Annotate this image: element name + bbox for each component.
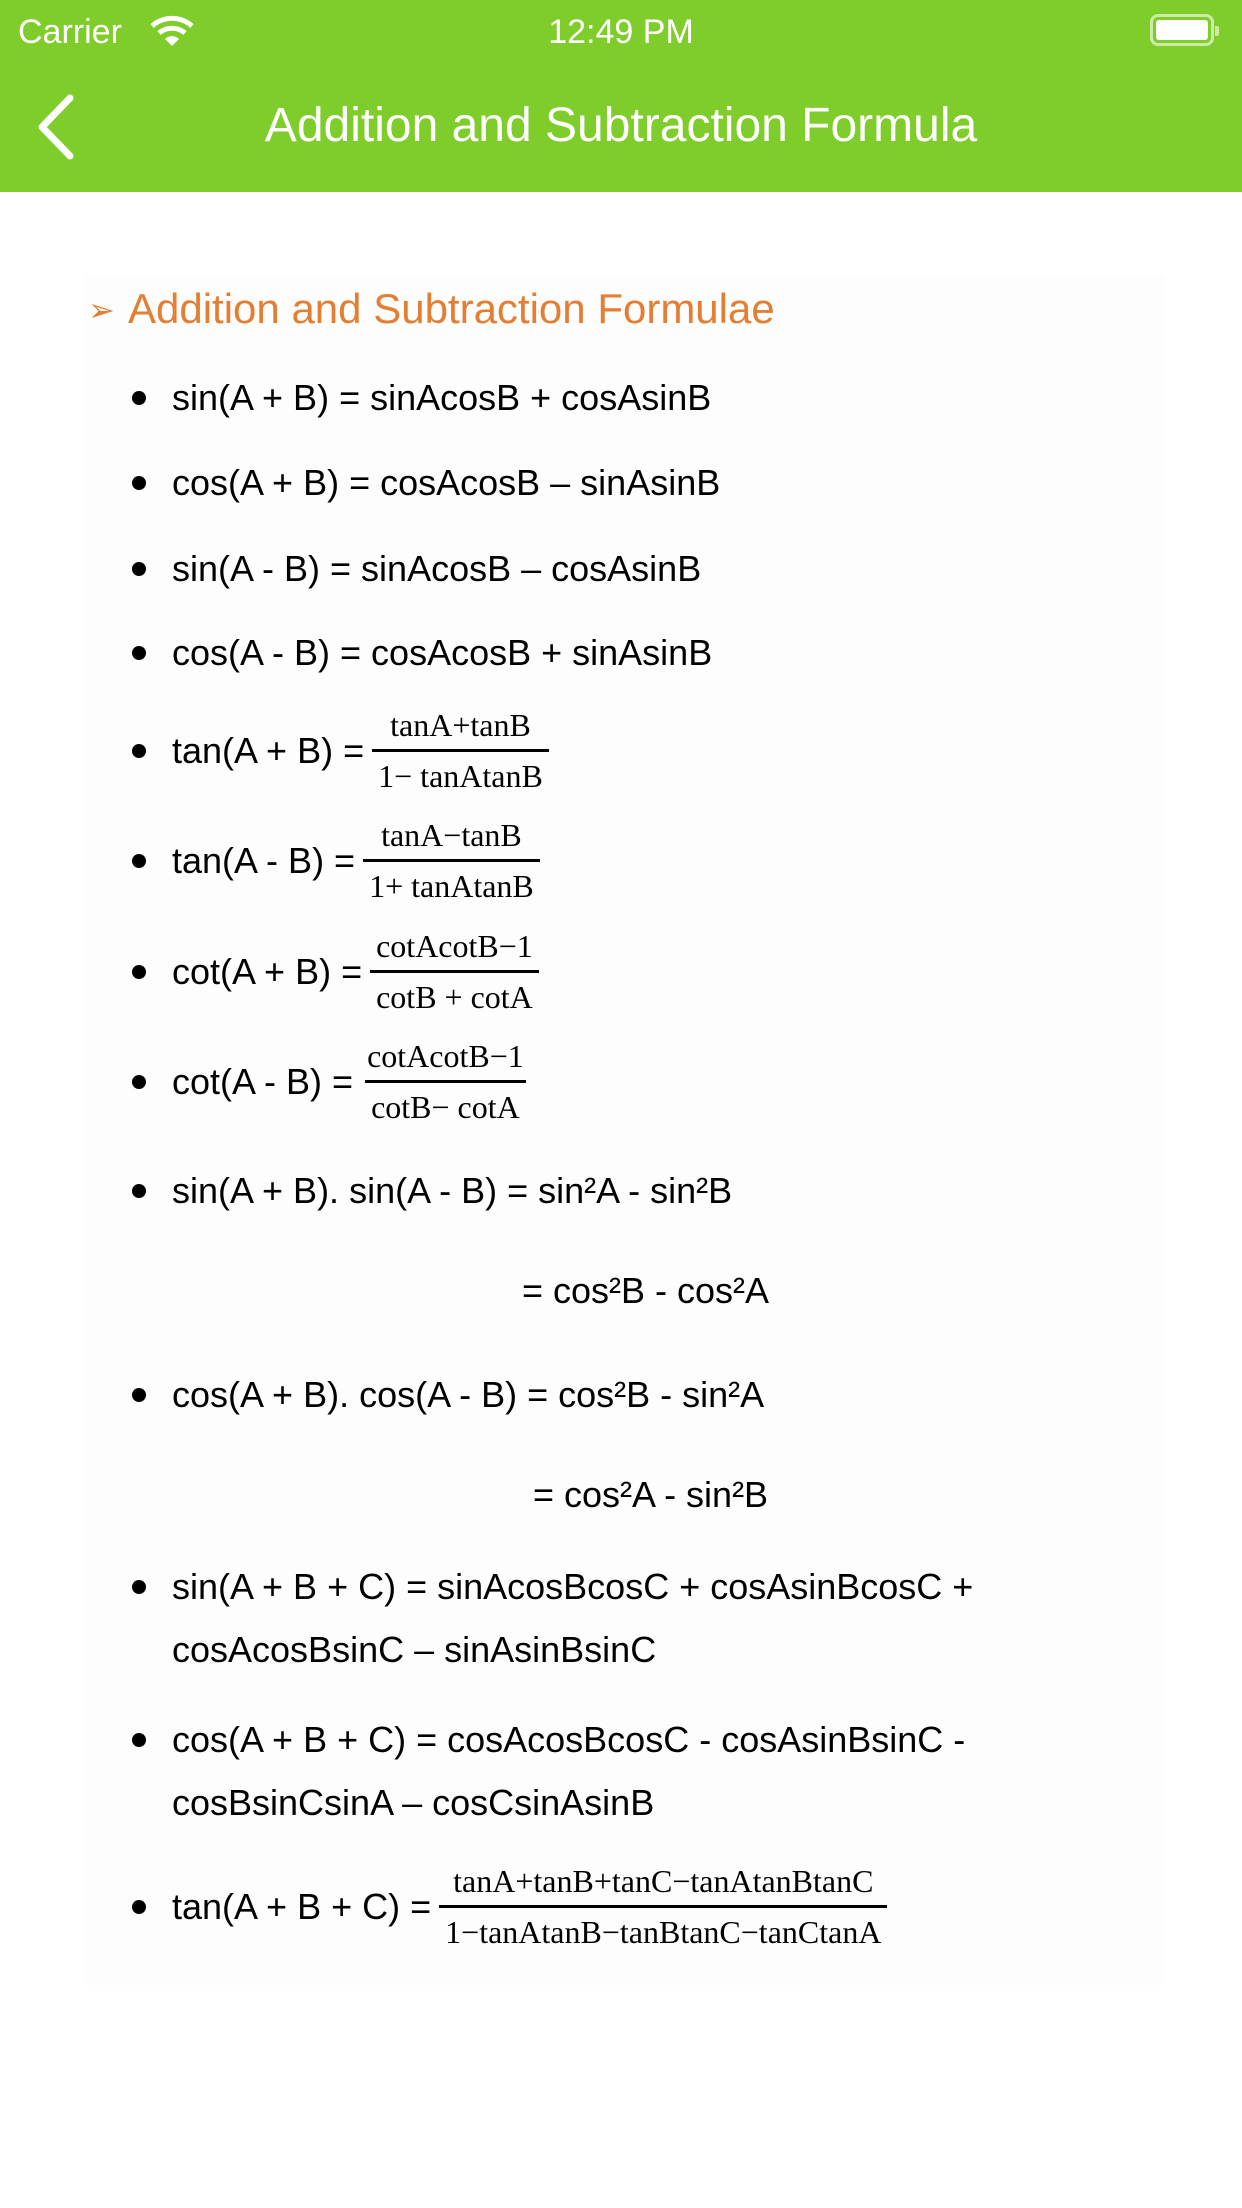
formula-item	[130, 705, 549, 796]
numerator: cotAcotB−1	[376, 928, 533, 964]
formula-text: cos(A + B + C) = cosAcosBcosC - cosAsinBsinC -	[172, 1719, 966, 1760]
numerator: tanA+tanB	[390, 707, 531, 743]
formula-lhs: cot(A + B) =	[172, 950, 363, 992]
formula-text: cos(A - B) = cosAcosB + sinAsinB	[172, 632, 713, 673]
section-heading	[88, 284, 775, 335]
denominator: 1+ tanAtanB	[363, 859, 540, 906]
status-time: 12:49 PM	[548, 13, 694, 51]
formula-continuation: = cos²B - cos²A	[522, 1270, 770, 1311]
formula-item	[130, 1562, 973, 1612]
formula-item	[130, 1166, 732, 1216]
formula-item	[130, 926, 539, 1017]
fraction	[439, 1861, 887, 1952]
formula-item	[130, 458, 720, 508]
numerator: cotAcotB−1	[367, 1038, 524, 1074]
battery-icon	[1150, 14, 1214, 46]
bullet-icon	[132, 391, 146, 405]
formula-lhs: tan(A + B) =	[172, 729, 365, 771]
formula-lhs: cot(A - B) =	[172, 1060, 354, 1102]
page-title: Addition and Subtraction Formula	[264, 99, 978, 152]
formula-text: cos(A + B). cos(A - B) = cos²B - sin²A	[172, 1374, 765, 1415]
bullet-icon	[132, 1184, 146, 1198]
bullet-icon	[132, 965, 146, 979]
bullet-icon	[132, 854, 146, 868]
fraction	[363, 815, 540, 906]
bullet-icon	[132, 1580, 146, 1594]
bullet-icon	[132, 646, 146, 660]
carrier-label: Carrier	[18, 13, 122, 51]
bullet-icon	[132, 1900, 146, 1914]
formula-text: sin(A + B) = sinAcosB + cosAsinB	[172, 377, 712, 418]
formula-lhs: tan(A - B) =	[172, 839, 356, 881]
section-heading-text: Addition and Subtraction Formulae	[128, 285, 775, 332]
formula-text: sin(A + B). sin(A - B) = sin²A - sin²B	[172, 1170, 733, 1211]
denominator: 1− tanAtanB	[372, 749, 549, 796]
formula-item	[130, 815, 540, 906]
fraction	[370, 926, 539, 1017]
bullet-icon	[132, 1388, 146, 1402]
fraction	[372, 705, 549, 796]
bullet-icon	[132, 476, 146, 490]
formula-item	[130, 1715, 965, 1765]
bullet-icon	[132, 1075, 146, 1089]
formula-item	[130, 1036, 530, 1127]
formula-text: sin(A - B) = sinAcosB – cosAsinB	[172, 548, 702, 589]
formula-item	[130, 628, 712, 678]
formula-item	[130, 1370, 764, 1420]
formula-item	[130, 544, 701, 594]
numerator: tanA−tanB	[381, 817, 522, 853]
formula-text: cos(A + B) = cosAcosB – sinAsinB	[172, 462, 721, 503]
bullet-icon	[132, 562, 146, 576]
formula-item	[130, 1861, 887, 1952]
denominator: 1−tanAtanB−tanBtanC−tanCtanA	[439, 1905, 887, 1952]
denominator: cotB− cotA	[365, 1080, 526, 1127]
formula-lhs: tan(A + B + C) =	[172, 1885, 432, 1927]
numerator: tanA+tanB+tanC−tanAtanBtanC	[453, 1863, 874, 1899]
denominator: cotB + cotA	[370, 970, 539, 1017]
fraction	[361, 1036, 530, 1127]
formula-text: sin(A + B + C) = sinAcosBcosC + cosAsinBcosC +	[172, 1566, 974, 1607]
formula-continuation: cosAcosBsinC – sinAsinBsinC	[172, 1629, 657, 1670]
formula-continuation: = cos²A - sin²B	[533, 1474, 769, 1515]
formula-continuation: cosBsinCsinA – cosCsinAsinB	[172, 1782, 655, 1823]
bullet-icon	[132, 744, 146, 758]
bullet-icon	[132, 1733, 146, 1747]
navigation-bar	[0, 0, 1242, 192]
arrow-bullet-icon: ➢	[88, 292, 115, 328]
formula-item	[130, 373, 711, 423]
